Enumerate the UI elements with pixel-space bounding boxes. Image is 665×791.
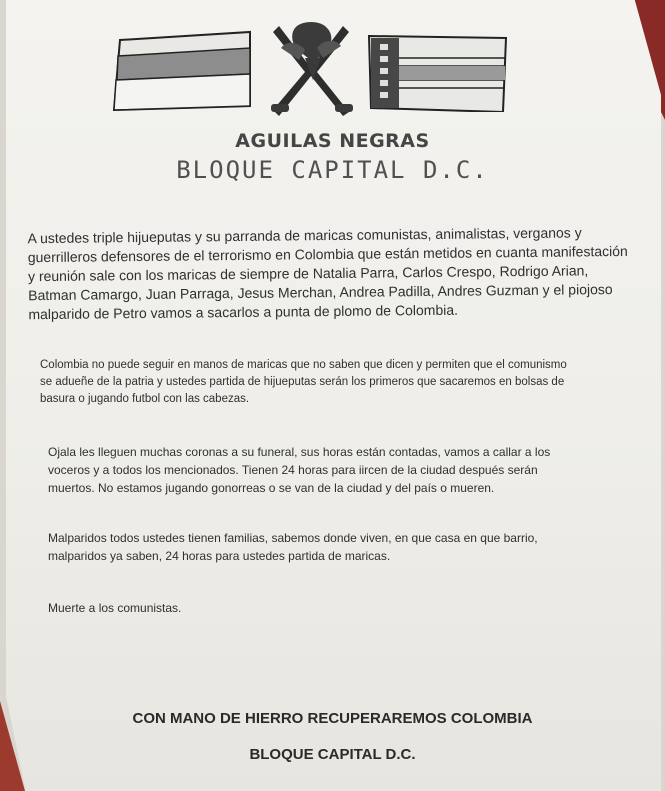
- paragraph: Malparidos todos ustedes tienen familias, sabemos donde viven, en que casa en que barrio, malparidos ya saben, 24 horas para ustedes partida de maricas.: [48, 531, 538, 563]
- header-graphics: [110, 18, 510, 116]
- footer-slogan: CON MANO DE HIERRO RECUPERAREMOS COLOMBIA: [132, 710, 533, 727]
- eagle-emblem-icon: [265, 18, 360, 116]
- paragraph: Colombia no puede seguir en manos de maricas que no saben que dicen y permiten que el comunismo se adueñe de la patria y ustedes partida de hijueputas serán los primeros que sacaremos en bolsas de basura o jugando futbol con las cabezas.: [40, 359, 567, 405]
- flag-icon: [365, 28, 510, 112]
- document-title: AGUILAS NEGRAS: [235, 130, 430, 152]
- paragraph: Muerte a los comunistas.: [48, 601, 182, 615]
- flag-icon: [110, 28, 255, 112]
- footer-signature: BLOQUE CAPITAL D.C.: [249, 746, 416, 763]
- paragraph: A ustedes triple hijueputas y su parranda de maricas comunistas, animalistas, verganos y guerrilleros defensores de el terrorismo en Colombia que están metidos en cuanta manifestación y reunión sale con los maricas de siempre de Natalia Parra, Carlos Crespo, Rodrigo Arian, Batman Camargo, Juan Parraga, Jesus Merchan, Andrea Padilla, Andres Guzman y el piojoso malparido de Petro vamos a sacarlos a punta de plomo de Colombia.: [27, 224, 628, 323]
- document-subtitle: BLOQUE CAPITAL D.C.: [176, 156, 489, 184]
- paragraph: Ojala les lleguen muchas coronas a su funeral, sus horas están contadas, vamos a callar a los voceros y a todos los mencionados. Tienen 24 horas para iircen de la ciudad después serán muertos. No estamos jugando gonorreas o se van de la ciudad y del país o mueren.: [48, 445, 551, 495]
